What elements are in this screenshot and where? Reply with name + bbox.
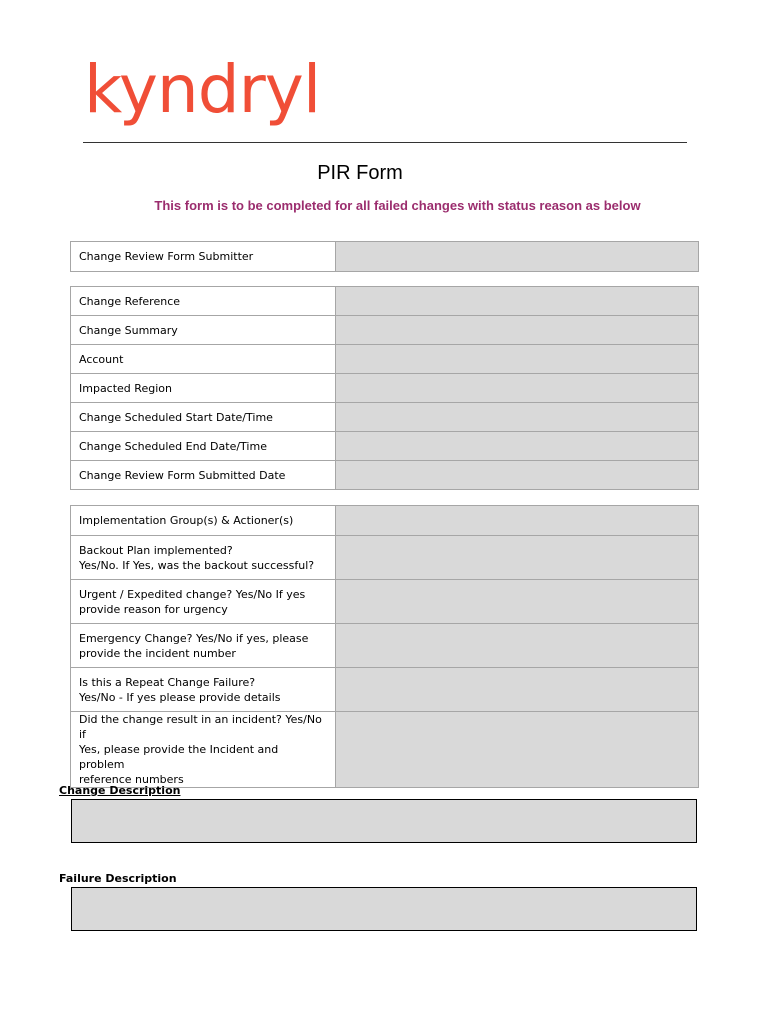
field-label: Change Reference (71, 287, 336, 316)
label-line: Did the change result in an incident? Yes/No if (79, 713, 322, 741)
label-line: Backout Plan implemented? (79, 543, 233, 557)
table-row (71, 287, 699, 316)
form-instructions: This form is to be completed for all failed changes with status reason as below (154, 198, 641, 213)
label-line: provide the incident number (79, 646, 236, 660)
table-row (71, 403, 699, 432)
field-label: Change Review Form Submitter (71, 242, 336, 272)
scheduled-start-field[interactable] (336, 403, 699, 432)
field-label: Change Scheduled End Date/Time (71, 432, 336, 461)
table-row (71, 242, 699, 272)
table-row (71, 536, 699, 580)
label-line: Is this a Repeat Change Failure? (79, 675, 256, 689)
field-label (71, 668, 336, 712)
header-divider (83, 142, 687, 143)
field-label (71, 506, 336, 536)
scheduled-end-field[interactable] (336, 432, 699, 461)
table-row (71, 432, 699, 461)
table-row (71, 374, 699, 403)
repeat-failure-field[interactable] (336, 668, 699, 712)
failure-description-label: Failure Description (59, 872, 177, 885)
change-description-label: Change Description (59, 784, 181, 797)
label-line: Emergency Change? Yes/No if yes, please (79, 631, 309, 645)
emergency-change-field[interactable] (336, 624, 699, 668)
label-line: Yes, please provide the Incident and problem (79, 743, 279, 771)
field-label: Change Summary (71, 316, 336, 345)
implementation-table (70, 505, 699, 788)
submitter-table (70, 241, 699, 272)
submitted-date-field[interactable] (336, 461, 699, 490)
field-label (71, 536, 336, 580)
page-title: PIR Form (317, 162, 403, 184)
field-label: Impacted Region (71, 374, 336, 403)
field-label (71, 712, 336, 788)
label-line: provide reason for urgency (79, 602, 228, 616)
table-row (71, 506, 699, 536)
field-label: Account (71, 345, 336, 374)
table-row (71, 345, 699, 374)
label-line: Yes/No - If yes please provide details (79, 690, 281, 704)
table-row (71, 624, 699, 668)
table-row (71, 712, 699, 788)
failure-description-field[interactable] (71, 887, 697, 931)
table-row (71, 668, 699, 712)
field-label: Change Review Form Submitted Date (71, 461, 336, 490)
change-reference-field[interactable] (336, 287, 699, 316)
account-field[interactable] (336, 345, 699, 374)
label-line: reference numbers (79, 773, 184, 786)
field-label (71, 580, 336, 624)
table-row (71, 461, 699, 490)
change-summary-field[interactable] (336, 316, 699, 345)
backout-plan-field[interactable] (336, 536, 699, 580)
field-label: Change Scheduled Start Date/Time (71, 403, 336, 432)
implementation-group-field[interactable] (336, 506, 699, 536)
field-label (71, 624, 336, 668)
incident-result-field[interactable] (336, 712, 699, 788)
table-row (71, 316, 699, 345)
label-line: Yes/No. If Yes, was the backout successful? (79, 558, 315, 572)
label-line: Urgent / Expedited change? Yes/No If yes (79, 587, 306, 601)
change-description-field[interactable] (71, 799, 697, 843)
urgent-change-field[interactable] (336, 580, 699, 624)
impacted-region-field[interactable] (336, 374, 699, 403)
table-row (71, 580, 699, 624)
label-line: Implementation Group(s) & Actioner(s) (79, 514, 294, 527)
kyndryl-logo: kyndryl (84, 51, 321, 128)
submitter-field[interactable] (336, 242, 699, 272)
change-details-table (70, 286, 699, 490)
